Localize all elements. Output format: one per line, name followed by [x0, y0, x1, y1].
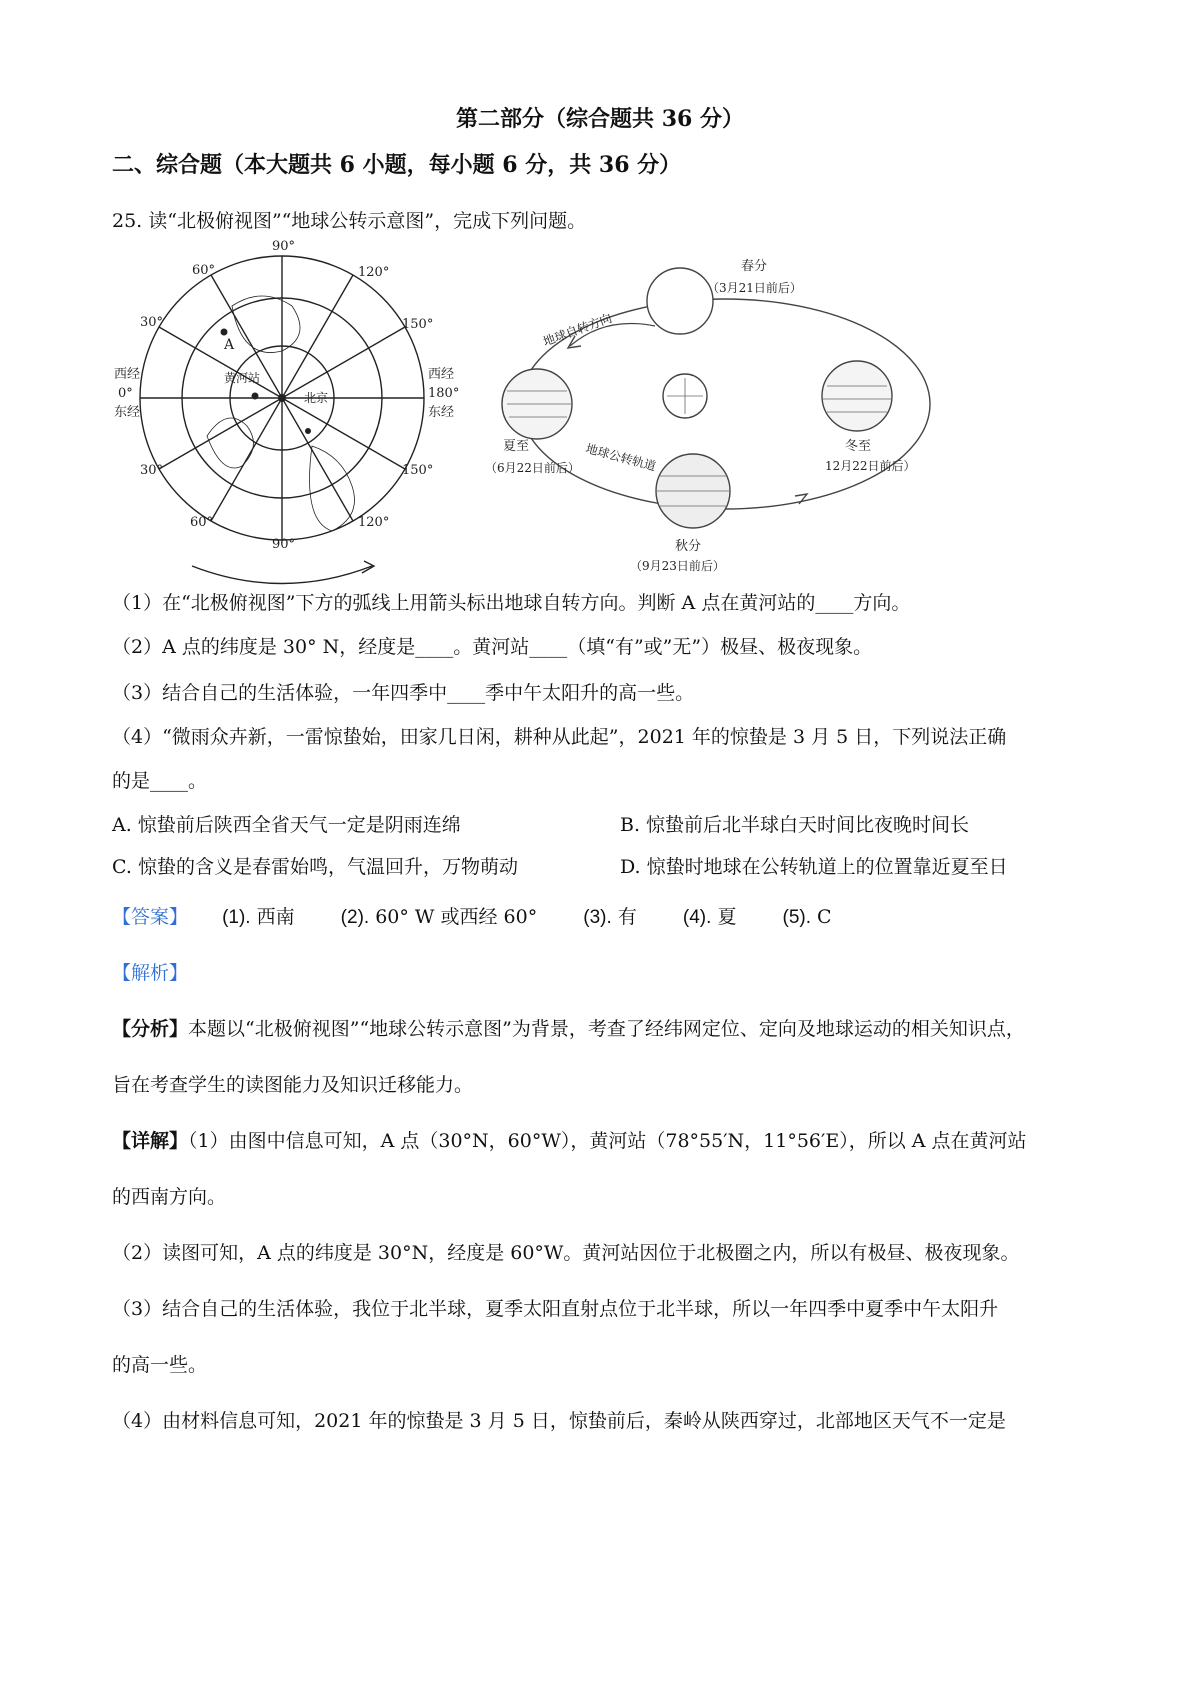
- analysis-p1-line2: 旨在考查学生的读图能力及知识迁移能力。: [112, 1074, 474, 1096]
- label-west-lon: 西经: [114, 367, 141, 382]
- rotation-arc: [192, 566, 372, 584]
- label-bl-60: 60°: [190, 515, 214, 530]
- analysis-p3: （2）读图可知，A 点的纬度是 30°N，经度是 60°W。黄河站因位于北极圈之内，所以有极昼、极夜现象。: [112, 1242, 1020, 1264]
- label-spring: 春分: [741, 259, 768, 274]
- analysis-p2-line2: 的西南方向。: [112, 1186, 227, 1208]
- label-station: 黄河站: [224, 371, 261, 385]
- analysis-p1-text: 本题以“北极俯视图”“地球公转示意图”为背景，考查了经纬网定位、定向及地球运动的相关知识点，: [188, 1018, 1025, 1040]
- analysis-p5: （4）由材料信息可知，2021 年的惊蛰是 3 月 5 日，惊蛰前后，秦岭从陕西穿过，北部地区天气不一定是: [112, 1410, 1006, 1432]
- question-stem: 25. 读“北极俯视图”“地球公转示意图”，完成下列问题。: [112, 210, 587, 232]
- answer-num-2: (2).: [340, 907, 370, 928]
- analysis-p2-label: 【详解】: [112, 1130, 189, 1152]
- sub-question-1: （1）在“北极俯视图”下方的弧线上用箭头标出地球自转方向。判断 A 点在黄河站的____方向。: [112, 592, 911, 614]
- label-west-lon-r: 西经: [428, 367, 455, 382]
- analysis-p2-text: （1）由图中信息可知，A 点（30°N，60°W），黄河站（78°55′N，11°56′E），所以 A 点在黄河站: [188, 1130, 1027, 1152]
- label-winter: 冬至: [845, 439, 872, 454]
- answer-val-1: 西南: [256, 906, 295, 928]
- label-east-lon-r: 东经: [428, 405, 455, 420]
- section-title: 二、综合题（本大题共 6 小题，每小题 6 分，共 36 分）: [112, 152, 682, 178]
- option-d: D. 惊蛰时地球在公转轨道上的位置靠近夏至日: [620, 856, 1008, 878]
- label-tr-120: 120°: [358, 265, 390, 280]
- analysis-label: 【解析】: [112, 962, 189, 984]
- winter-earth: [822, 361, 892, 431]
- analysis-p1: [112, 1014, 1025, 1041]
- label-top-90: 90°: [272, 239, 296, 254]
- answer-num-1: (1).: [222, 907, 251, 928]
- label-l-30: 30°: [140, 315, 164, 330]
- label-winter-date: 12月22日前后）: [825, 459, 916, 473]
- label-tl-60: 60°: [192, 263, 216, 278]
- sub-question-2: （2）A 点的纬度是 30° N，经度是____。黄河站____（填“有”或”无”）极昼、极夜现象。: [112, 636, 873, 658]
- label-autumn: 秋分: [675, 539, 702, 554]
- answer-row: [112, 902, 832, 929]
- option-c: C. 惊蛰的含义是春雷始鸣，气温回升，万物萌动: [112, 856, 518, 878]
- label-east-lon: 东经: [114, 405, 141, 420]
- answer-val-3: 有: [617, 906, 637, 928]
- answer-val-5: C: [817, 906, 832, 928]
- label-r-150: 150°: [402, 317, 434, 332]
- label-180: 180°: [428, 386, 460, 401]
- part-title: 第二部分（综合题共 36 分）: [456, 106, 744, 132]
- sub-question-3: （3）结合自己的生活体验，一年四季中____季中午太阳升的高一些。: [112, 682, 695, 704]
- analysis-p4-line1: （3）结合自己的生活体验，我位于北半球，夏季太阳直射点位于北半球，所以一年四季中夏季中午太阳升: [112, 1298, 999, 1320]
- station-dot: [252, 393, 259, 400]
- option-b: B. 惊蛰前后北半球白天时间比夜晚时间长: [620, 814, 970, 836]
- label-rotation-dir: 地球自转方向: [541, 311, 614, 349]
- label-city: 北京: [304, 391, 329, 405]
- label-zero: 0°: [118, 386, 133, 401]
- sub-question-4-line1: （4）“微雨众卉新，一雷惊蛰始，田家几日闲，耕种从此起”，2021 年的惊蛰是 3 月 5 日，下列说法正确: [112, 726, 1007, 748]
- spring-earth: [647, 268, 713, 334]
- analysis-p4-line2: 的高一些。: [112, 1354, 208, 1376]
- label-bl-30: 30°: [140, 463, 164, 478]
- label-summer-date: （6月22日前后）: [485, 461, 580, 475]
- analysis-p1-label: 【分析】: [112, 1018, 189, 1040]
- answer-label: 【答案】: [112, 906, 189, 928]
- answer-num-4: (4).: [682, 907, 712, 928]
- label-point-a: A: [224, 337, 235, 353]
- answer-val-2: 60° W 或西经 60°: [375, 906, 538, 928]
- label-autumn-date: （9月23日前后）: [630, 559, 725, 573]
- sub-question-4-line2: 的是____。: [112, 770, 208, 792]
- label-br-120: 120°: [358, 515, 390, 530]
- north-pole-view-figure: [112, 236, 472, 616]
- answer-num-3: (3).: [583, 907, 612, 928]
- point-a-dot: [221, 329, 228, 336]
- answer-num-5: (5).: [782, 907, 811, 928]
- label-bottom-90: 90°: [272, 537, 296, 552]
- label-spring-date: （3月21日前后）: [707, 281, 802, 295]
- answer-val-4: 夏: [717, 906, 737, 928]
- label-orbit: 地球公转轨道: [584, 441, 658, 474]
- label-summer: 夏至: [503, 439, 530, 454]
- analysis-p2: [112, 1126, 1027, 1153]
- label-br-150: 150°: [402, 463, 434, 478]
- earth-revolution-figure: [485, 236, 985, 616]
- option-a: A. 惊蛰前后陕西全省天气一定是阴雨连绵: [112, 814, 461, 836]
